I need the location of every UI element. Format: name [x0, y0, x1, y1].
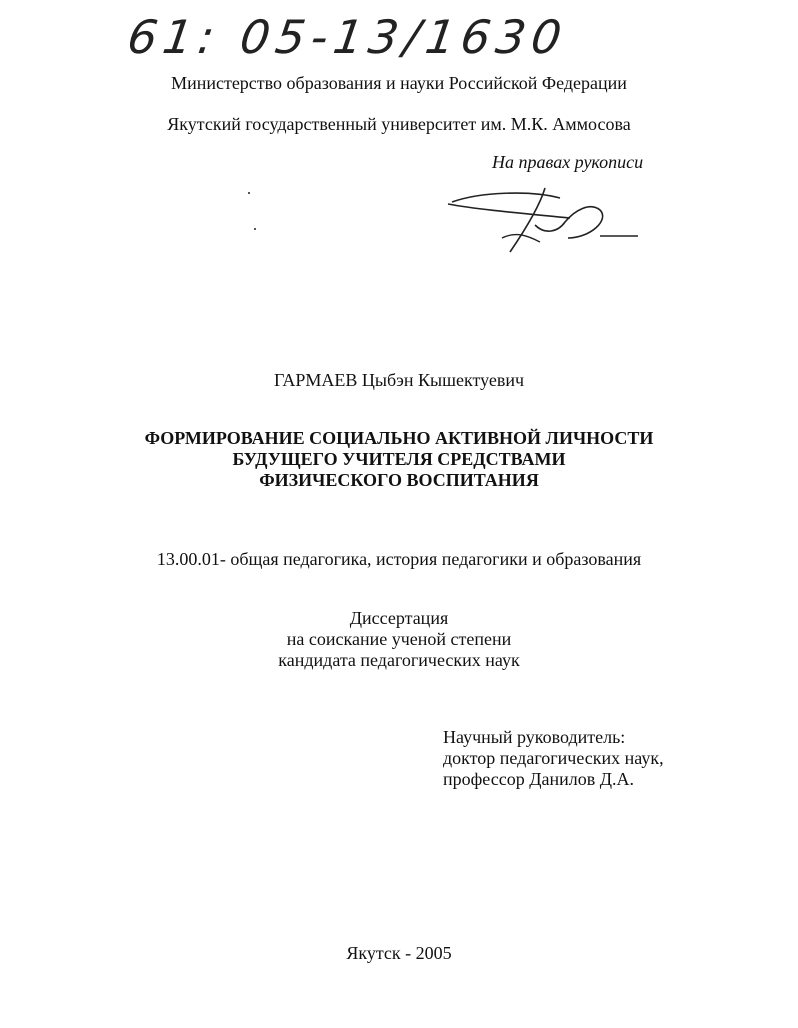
archive-number-handwritten: 61: 05-13/1630	[124, 10, 571, 64]
author-name: ГАРМАЕВ Цыбэн Кышектуевич	[273, 370, 525, 390]
city-year: Якутск - 2005	[346, 943, 452, 963]
degree-statement	[0, 608, 798, 671]
scan-speck	[248, 192, 250, 194]
scan-speck	[254, 228, 256, 230]
dissertation-title	[0, 428, 798, 491]
manuscript-rights-note: На правах рукописи	[492, 152, 644, 172]
title-line: ФИЗИЧЕСКОГО ВОСПИТАНИЯ	[259, 470, 539, 490]
specialty-code: 13.00.01- общая педагогика, история педагогики и образования	[156, 549, 642, 569]
title-line: ФОРМИРОВАНИЕ СОЦИАЛЬНО АКТИВНОЙ ЛИЧНОСТИ	[144, 428, 654, 448]
degree-line: Диссертация	[349, 608, 449, 628]
degree-line: кандидата педагогических наук	[278, 650, 520, 670]
university-name: Якутский государственный университет им. М.К. Аммосова	[167, 114, 631, 134]
supervisor-block	[443, 727, 664, 790]
title-line: БУДУЩЕГО УЧИТЕЛЯ СРЕДСТВАМИ	[232, 449, 566, 469]
supervisor-line: Научный руководитель:	[443, 727, 626, 747]
signature-image	[440, 180, 650, 255]
supervisor-line: доктор педагогических наук,	[443, 748, 664, 768]
degree-line: на соискание ученой степени	[286, 629, 512, 649]
supervisor-line: профессор Данилов Д.А.	[443, 769, 635, 789]
ministry-name: Министерство образования и науки Российской Федерации	[171, 73, 627, 93]
